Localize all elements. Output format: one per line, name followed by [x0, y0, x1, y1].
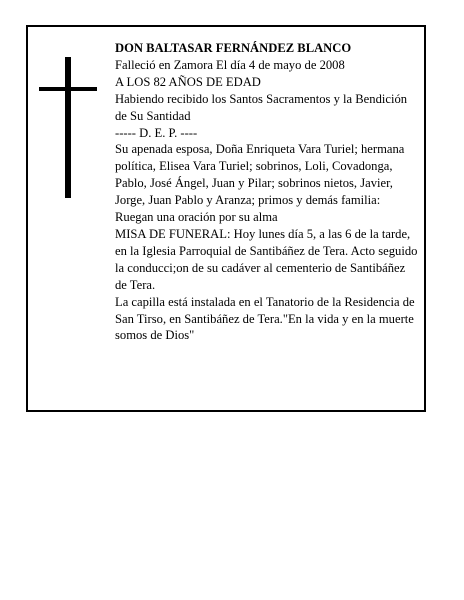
- cross-horizontal-bar: [39, 87, 97, 91]
- sacraments-line: Habiendo recibido los Santos Sacramentos y la Bendición de Su Santidad: [115, 91, 408, 123]
- notice-text: [115, 40, 420, 344]
- death-date: Falleció en Zamora El día 4 de mayo de 2008: [115, 57, 345, 72]
- rip-line: ----- D. E. P. ----: [115, 125, 198, 140]
- prayer-line: Ruegan una oración por su alma: [115, 210, 278, 225]
- obituary-notice: [26, 25, 426, 412]
- family-paragraph: Su apenada esposa, Doña Enriqueta Vara Turiel; hermana política, Elisea Vara Turiel; sobrinos, Loli, Covadonga, Pablo, José Ángel, Juan y Pilar; sobrinos nietos, Javier, Jorge, Juan Pablo y Aranza; primos y demás familia:: [115, 142, 405, 208]
- deceased-name: DON BALTASAR FERNÁNDEZ BLANCO: [115, 41, 352, 55]
- chapel-paragraph: La capilla está instalada en el Tanatorio de la Residencia de San Tirso, en Santibáñez de Tera."En la vida y en la muerte somos de Dios": [115, 294, 415, 343]
- funeral-paragraph: MISA DE FUNERAL: Hoy lunes día 5, a las 6 de la tarde, en la Iglesia Parroquial de Santibáñez de Tera. Acto seguido la conducci;on de su cadáver al cementerio de Santibáñez de Tera.: [115, 226, 418, 292]
- age-line: A LOS 82 AÑOS DE EDAD: [115, 74, 261, 89]
- cross-vertical-bar: [65, 57, 71, 198]
